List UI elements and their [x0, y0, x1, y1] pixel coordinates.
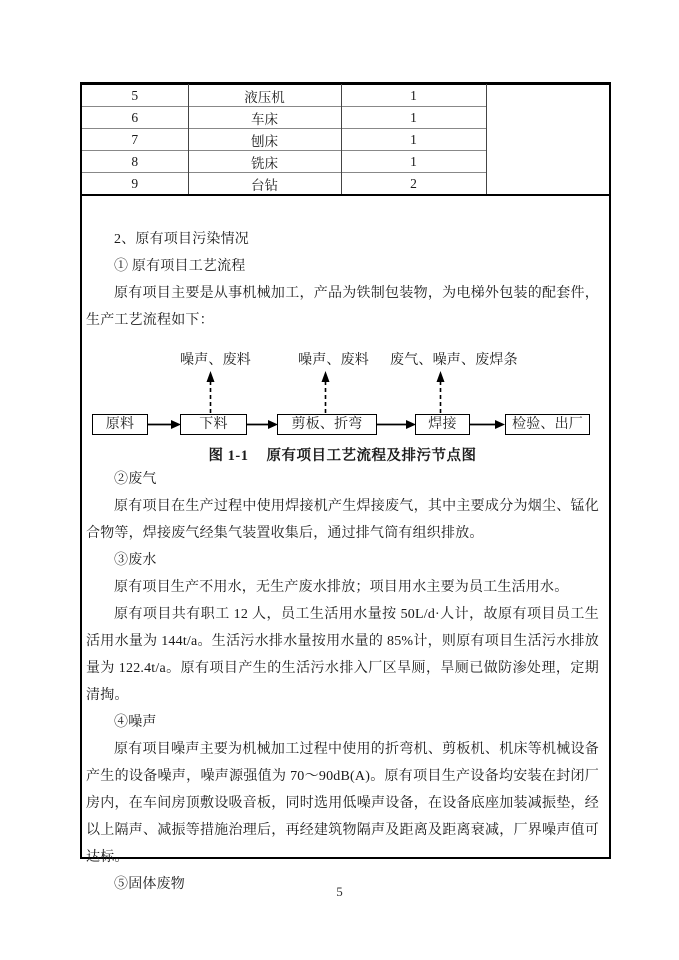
paragraph-waste-water-1: 原有项目生产不用水，无生产废水排放；项目用水主要为员工生活用水。 [114, 580, 569, 595]
equipment-qty: 1 [341, 107, 486, 129]
equipment-qty: 1 [341, 85, 486, 107]
flow-arrow-head [495, 420, 505, 429]
table-row [82, 85, 609, 107]
subsection-waste-water: ③废水 [114, 553, 157, 568]
equipment-name: 铣床 [188, 151, 341, 173]
figure-title: 原有项目工艺流程及排污节点图 [266, 448, 477, 464]
subsection-process-flow: ① 原有项目工艺流程 [114, 259, 246, 274]
paragraph-waste-gas: 原有项目在生产过程中使用焊接机产生焊接废气，其中主要成分为烟尘、锰化合物等，焊接废气经集气装置收集后，通过排气筒有组织排放。 [86, 499, 599, 541]
emission-label-welding: 废气、噪声、废焊条 [390, 353, 518, 368]
paragraph-waste-water-2: 原有项目共有职工 12 人，员工生活用水量按 50L/d·人计，故原有项目员工生活用水量为 144t/a。生活污水排水量按用水量的 85%计，则原有项目生活污水排放量为 122.4t/a。原有项目产生的生活污水排入厂区旱厕，旱厕已做防渗处理，定期清掏。 [86, 607, 599, 703]
figure-caption [86, 443, 599, 470]
flow-box-blanking: 下料 [180, 414, 247, 435]
emission-arrow-head [322, 371, 330, 382]
equipment-no: 9 [82, 173, 188, 196]
subsection-waste-gas: ②废气 [114, 472, 157, 487]
figure-number: 图 1-1 [208, 448, 249, 464]
process-flow-diagram [86, 334, 599, 466]
equipment-name: 刨床 [188, 129, 341, 151]
equipment-table [82, 84, 609, 196]
emission-arrow-head [437, 371, 445, 382]
equipment-name: 台钻 [188, 173, 341, 196]
emission-label-shearing: 噪声、废料 [298, 353, 369, 368]
subsection-solid-waste: ⑤固体废物 [114, 877, 185, 892]
page-frame [80, 82, 611, 892]
flow-box-raw-material: 原料 [92, 414, 148, 435]
document-body [82, 196, 609, 898]
page-number: 5 [336, 884, 343, 899]
equipment-qty: 1 [341, 151, 486, 173]
equipment-qty: 1 [341, 129, 486, 151]
emission-arrow-head [207, 371, 215, 382]
flow-box-inspection: 检验、出厂 [505, 414, 590, 435]
equipment-no: 5 [131, 87, 139, 103]
equipment-name: 车床 [188, 107, 341, 129]
equipment-qty: 2 [341, 173, 486, 196]
subsection-noise: ④噪声 [114, 715, 157, 730]
equipment-no: 8 [82, 151, 188, 173]
table-merged-cell [486, 85, 609, 196]
equipment-no: 7 [82, 129, 188, 151]
emission-label-blanking: 噪声、废料 [180, 353, 251, 368]
flow-box-shear-bend: 剪板、折弯 [277, 414, 377, 435]
paragraph-noise: 原有项目噪声主要为机械加工过程中使用的折弯机、剪板机、机床等机械设备产生的设备噪声，噪声源强值为 70～90dB(A)。原有项目生产设备均安装在封闭厂房内，在车间房顶敷设吸音板，同时选用低噪声设备，在设备底座加装减振垫，经以上隔声、减振等措施治理后，再经建筑物隔声及距离及距离衰减，厂界噪声值可达标。 [86, 742, 599, 865]
section-heading: 2、原有项目污染情况 [114, 232, 249, 247]
equipment-name: 液压机 [188, 85, 341, 107]
flow-box-welding: 焊接 [415, 414, 470, 435]
paragraph-intro: 原有项目主要是从事机械加工，产品为铁制包装物，为电梯外包装的配套件，生产工艺流程如下： [86, 286, 599, 328]
equipment-no: 6 [82, 107, 188, 129]
